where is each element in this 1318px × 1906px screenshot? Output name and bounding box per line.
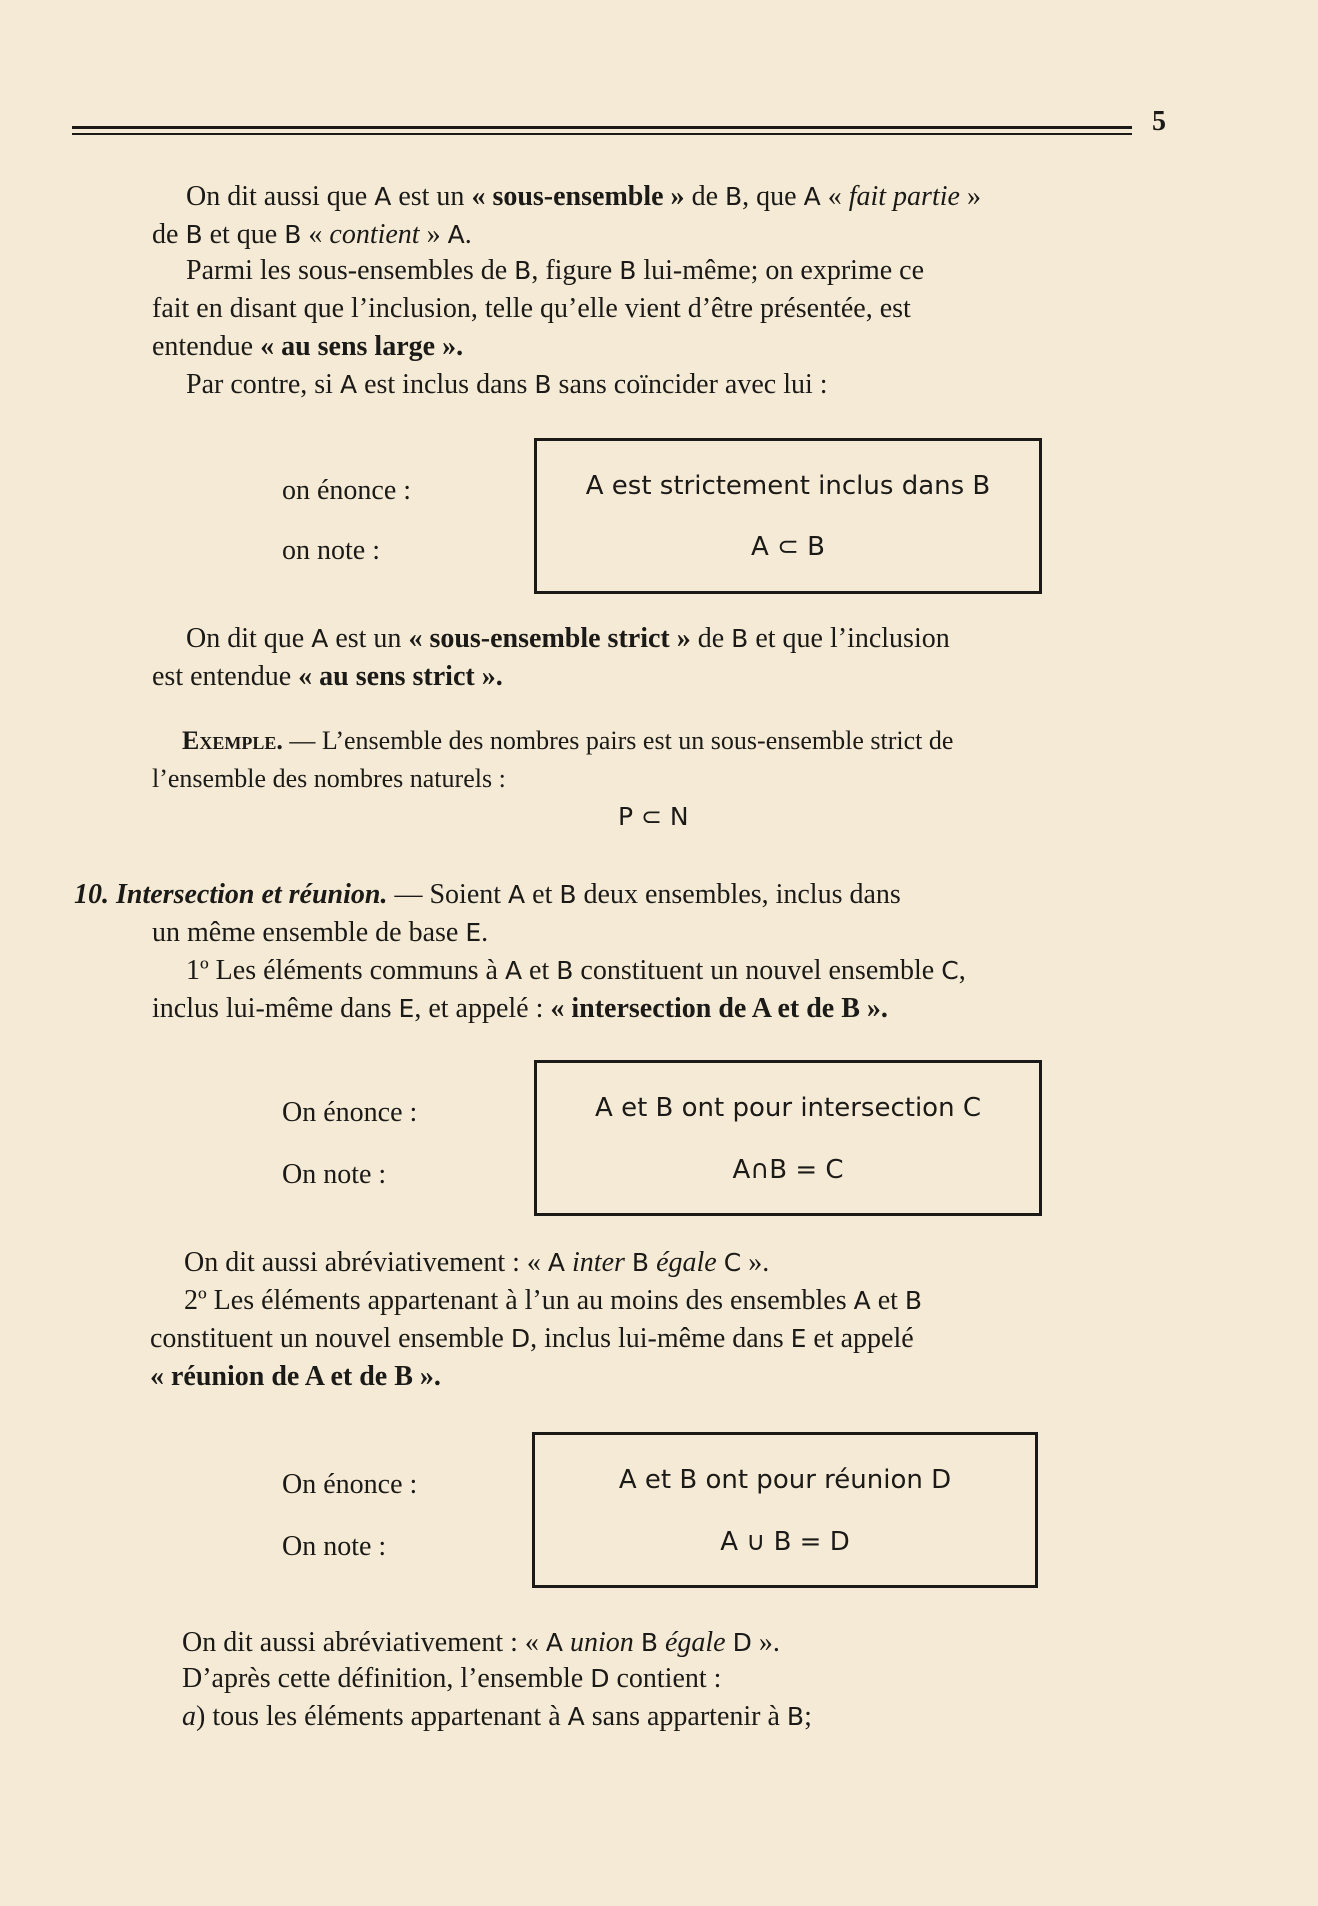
text: lui-même; on exprime ce: [636, 255, 925, 286]
text: et: [522, 955, 557, 986]
term-au-sens-large: « au sens large ».: [260, 331, 464, 362]
text: ;: [804, 1701, 812, 1732]
symbol: B: [631, 1248, 650, 1277]
term-sous-ensemble: « sous-ensemble »: [471, 181, 685, 212]
text: Par contre, si: [186, 369, 340, 400]
box3-note-label: On note :: [282, 1531, 387, 1562]
text: est inclus dans: [357, 369, 535, 400]
text: On dit que: [186, 623, 312, 654]
text: «: [301, 219, 330, 250]
symbol: A: [508, 880, 526, 909]
paragraph-union-line2: [150, 1320, 914, 1358]
text: 1º Les éléments communs à: [186, 955, 505, 986]
term-fait-partie: fait partie: [848, 181, 960, 212]
paragraph-union-line1: [184, 1282, 922, 1320]
text: «: [820, 181, 849, 212]
text: deux ensembles, inclus dans: [576, 879, 901, 910]
text: et appelé: [806, 1323, 914, 1354]
paragraph-par-contre: [186, 366, 828, 404]
symbol: C: [723, 1248, 742, 1277]
term-egale: égale: [657, 1627, 733, 1658]
box2-statement: A et B ont pour intersection C: [595, 1093, 981, 1123]
box1-notation: A ⊂ B: [751, 532, 825, 562]
text: ».: [751, 1627, 780, 1658]
text: de: [684, 181, 725, 212]
section-number: 10.: [74, 879, 109, 910]
text: Parmi les sous-ensembles de: [186, 255, 515, 286]
text: »: [959, 181, 981, 212]
paragraph-intersection-line2: [152, 990, 888, 1028]
paragraph-definition: [182, 1660, 721, 1698]
example-formula: P ⊂ N: [618, 802, 689, 831]
text: est un: [328, 623, 409, 654]
term-union: union: [563, 1627, 641, 1658]
text: On dit aussi que: [186, 181, 375, 212]
text: constituent un nouvel ensemble: [573, 955, 942, 986]
symbol: B: [786, 1702, 805, 1731]
example-line1: [182, 722, 953, 760]
text: et que l’inclusion: [748, 623, 950, 654]
list-item-a: [182, 1698, 812, 1736]
text: ) tous les éléments appartenant à: [196, 1701, 568, 1732]
symbol: D: [732, 1628, 752, 1657]
symbol: E: [398, 994, 415, 1023]
symbol: E: [790, 1324, 807, 1353]
term-inter: inter: [565, 1247, 632, 1278]
symbol: B: [185, 220, 203, 249]
definition-box-union: [532, 1432, 1038, 1588]
text: et: [525, 879, 560, 910]
text: entendue: [152, 331, 261, 362]
text: .: [481, 917, 489, 948]
paragraph-union-abbrev: [182, 1624, 780, 1662]
paragraph-intersection-line1: [186, 952, 966, 990]
symbol: A: [853, 1286, 871, 1315]
text: 2º Les éléments appartenant à l’un au moins des ensembles: [184, 1285, 854, 1316]
text: de: [690, 623, 732, 654]
text: , que: [742, 181, 804, 212]
symbol: D: [510, 1324, 531, 1353]
symbol: B: [559, 880, 577, 909]
text: et: [870, 1285, 905, 1316]
example-label: Exemple.: [182, 726, 283, 755]
text: ,: [958, 955, 966, 986]
term-reunion: « réunion de A et de B ».: [150, 1361, 441, 1392]
text: On dit aussi abréviativement : «: [182, 1627, 546, 1658]
paragraph-inter-abbrev: [184, 1244, 769, 1282]
symbol: B: [640, 1628, 658, 1657]
text: constituent un nouvel ensemble: [150, 1323, 511, 1354]
symbol: A: [545, 1628, 564, 1657]
text: de: [152, 219, 186, 250]
text: est un: [391, 181, 472, 212]
symbol: A: [374, 182, 392, 211]
symbol: B: [725, 182, 743, 211]
box1-note-label: on note :: [282, 535, 380, 566]
text: ».: [741, 1247, 770, 1278]
paragraph-subset-line2: [152, 216, 472, 254]
symbol: A: [547, 1248, 566, 1277]
symbol: B: [556, 956, 574, 985]
symbol: E: [465, 918, 482, 947]
box1-enonce-label: on énonce :: [282, 475, 412, 506]
symbol: A: [447, 220, 465, 249]
text: On dit aussi abréviativement : «: [184, 1247, 548, 1278]
paragraph-strict-line2: [152, 658, 503, 696]
example-line2: l’ensemble des nombres naturels :: [152, 764, 506, 793]
box3-enonce-label: On énonce :: [282, 1469, 418, 1500]
text: , et appelé :: [414, 993, 551, 1024]
box2-notation: A∩B = C: [732, 1155, 844, 1185]
symbol: B: [534, 370, 552, 399]
term-intersection: « intersection de A et de B ».: [550, 993, 888, 1024]
symbol: B: [731, 624, 749, 653]
text: — Soient: [387, 879, 509, 910]
header-rule-thin: [72, 133, 1132, 135]
text: , inclus lui-même dans: [530, 1323, 791, 1354]
section-10-heading: [74, 876, 901, 914]
text: D’après cette définition, l’ensemble: [182, 1663, 591, 1694]
symbol: A: [339, 370, 358, 399]
symbol: B: [514, 256, 532, 285]
text: un même ensemble de base: [152, 917, 466, 948]
text: inclus lui-même dans: [152, 993, 399, 1024]
section-10-line2: [152, 914, 488, 952]
page-number: 5: [1152, 106, 1166, 137]
text: contient :: [609, 1663, 722, 1694]
symbol: B: [284, 220, 302, 249]
paragraph-large-line1: [186, 252, 924, 290]
term-sous-ensemble-strict: « sous-ensemble strict »: [408, 623, 691, 654]
text: — L’ensemble des nombres pairs est un sous-ensemble strict de: [282, 726, 954, 755]
text: , figure: [531, 255, 620, 286]
symbol: B: [619, 256, 637, 285]
text: sans coïncider avec lui :: [551, 369, 828, 400]
paragraph-strict-line1: [186, 620, 950, 658]
text: sans appartenir à: [584, 1701, 787, 1732]
definition-box-intersection: [534, 1060, 1042, 1216]
paragraph-large-line2: fait en disant que l’inclusion, telle qu’elle vient d’être présentée, est: [152, 293, 911, 324]
box3-notation: A ∪ B = D: [720, 1527, 850, 1557]
box2-enonce-label: On énonce :: [282, 1097, 418, 1128]
header-rule: [72, 126, 1132, 129]
paragraph-subset-line1: [186, 178, 981, 216]
symbol: A: [803, 182, 821, 211]
text: est entendue: [152, 661, 299, 692]
term-egale: égale: [649, 1247, 724, 1278]
term-au-sens-strict: « au sens strict ».: [298, 661, 503, 692]
term-contient: contient: [329, 219, 420, 250]
symbol: A: [311, 624, 329, 653]
text: »: [419, 219, 448, 250]
box3-statement: A et B ont pour réunion D: [618, 1465, 952, 1495]
symbol: C: [941, 956, 959, 985]
symbol: A: [504, 956, 523, 985]
section-title: Intersection et réunion.: [116, 879, 388, 910]
box2-note-label: On note :: [282, 1159, 387, 1190]
paragraph-large-line3: [152, 328, 463, 366]
text: .: [464, 219, 472, 250]
symbol: A: [567, 1702, 585, 1731]
symbol: D: [590, 1664, 610, 1693]
box1-statement: A est strictement inclus dans B: [585, 471, 991, 501]
text: et que: [202, 219, 285, 250]
list-marker: a: [182, 1701, 196, 1732]
definition-box-strict: [534, 438, 1042, 594]
symbol: B: [904, 1286, 923, 1315]
